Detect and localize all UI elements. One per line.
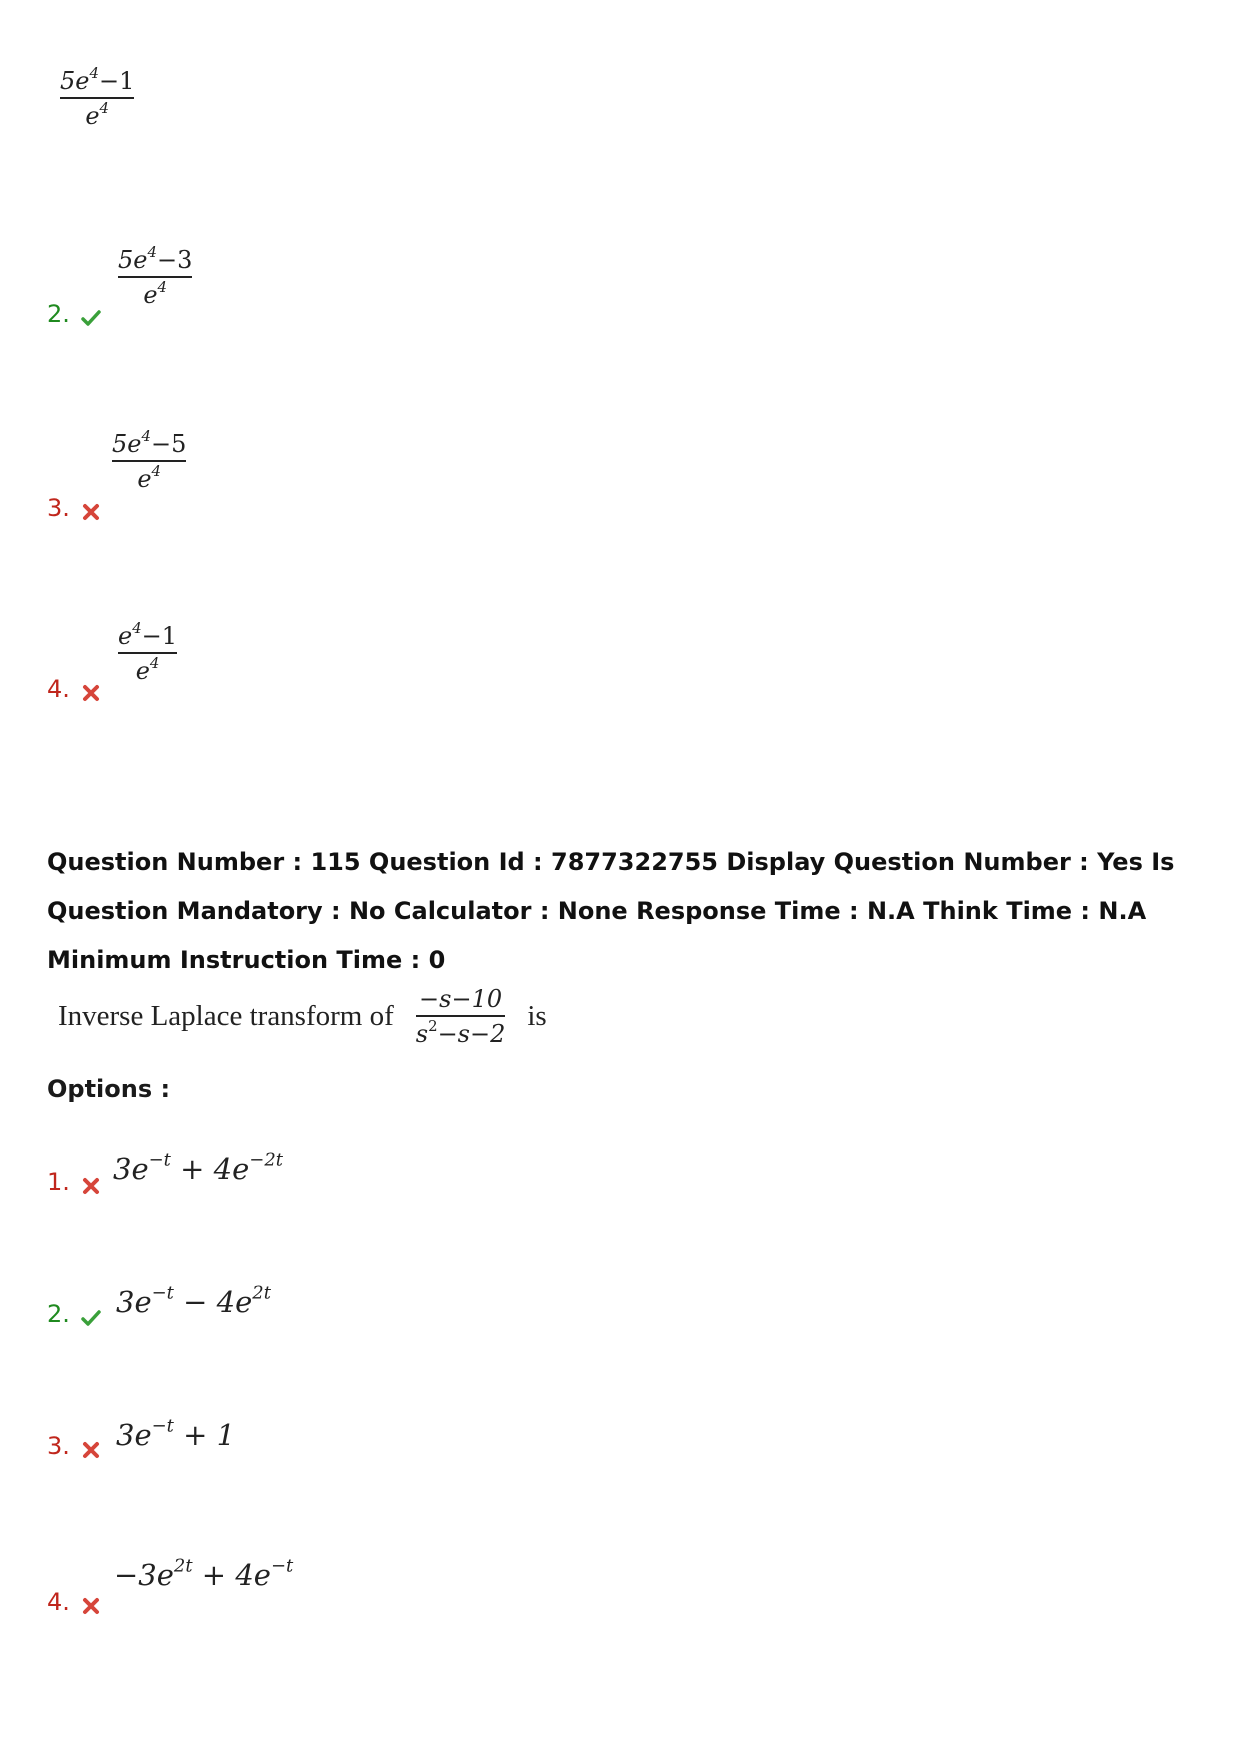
prev-option-1-num-tail: −1: [98, 67, 135, 95]
expr-part: + 4e: [170, 1152, 250, 1186]
expr-part: −3e: [114, 1558, 174, 1592]
stem-fraction: [416, 986, 506, 1048]
cross-icon: [81, 1440, 101, 1460]
options-label: Options :: [47, 1075, 171, 1103]
prev-option-3-den: e: [137, 465, 152, 494]
prev-option-3-den-exp: 4: [151, 462, 161, 481]
prev-option-1: [60, 63, 135, 131]
check-icon: [81, 1308, 101, 1328]
fraction-bar: [112, 460, 186, 462]
option-number: 4.: [47, 675, 70, 703]
prev-option-4-den-exp: 4: [149, 654, 160, 673]
prev-option-3: [47, 494, 101, 522]
expr-exp: −t: [151, 1282, 174, 1304]
option-1: [47, 1168, 101, 1196]
option-1-expression: [113, 1149, 283, 1186]
fraction-bar: [118, 652, 177, 654]
option-2: [47, 1300, 101, 1328]
expr-exp: −t: [270, 1555, 294, 1577]
prev-option-2: [47, 300, 101, 328]
option-number: 1.: [47, 1168, 70, 1196]
expr-part: − 4e: [173, 1285, 253, 1319]
prev-option-4-num-exp: 4: [132, 618, 142, 637]
cross-icon: [81, 1596, 101, 1616]
check-icon: [81, 308, 101, 328]
prev-option-1-num: 5e: [60, 67, 90, 95]
option-3: [47, 1432, 101, 1460]
prev-option-2-den-exp: 4: [157, 278, 167, 297]
prev-option-1-num-exp: 4: [89, 63, 99, 82]
expr-part: + 1: [173, 1418, 236, 1452]
prev-option-4-num-tail: −1: [141, 622, 178, 650]
expr-part: + 4e: [192, 1558, 271, 1592]
expr-exp: −2t: [249, 1149, 283, 1171]
option-2-expression: [116, 1282, 271, 1319]
expr-part: 3e: [116, 1418, 152, 1452]
stem-den-tail: −s−2: [437, 1020, 506, 1049]
prev-option-3-fraction: [112, 426, 187, 494]
prev-option-1-den-exp: 4: [99, 99, 109, 118]
expr-exp: 2t: [252, 1282, 271, 1304]
prev-option-1-den: e: [85, 102, 100, 131]
option-number: 3.: [47, 494, 70, 522]
expr-exp: 2t: [173, 1555, 193, 1577]
prev-option-2-fraction: [118, 242, 193, 310]
prev-option-3-num-exp: 4: [141, 426, 151, 445]
prev-option-4: [47, 675, 101, 703]
question-stem: [58, 986, 547, 1048]
prev-option-2-num: 5e: [118, 246, 148, 274]
prev-option-3-num: 5e: [112, 430, 142, 458]
cross-icon: [81, 1176, 101, 1196]
prev-option-4-fraction: [118, 618, 178, 686]
prev-option-2-den: e: [143, 281, 158, 310]
option-4: [47, 1588, 101, 1616]
question-meta: Question Number : 115 Question Id : 7877322755 Display Question Number : Yes Is Question Mandatory : No Calculator : None Response Time : N.A Think Time : N.A Minimum Instruction Time : 0: [47, 848, 1175, 974]
option-number: 3.: [47, 1432, 70, 1460]
option-3-expression: [116, 1415, 236, 1452]
expr-exp: −t: [151, 1415, 174, 1437]
expr-exp: −t: [148, 1149, 171, 1171]
option-4-expression: [114, 1555, 294, 1592]
option-number: 4.: [47, 1588, 70, 1616]
stem-den-exp: 2: [428, 1017, 438, 1036]
fraction-bar: [60, 97, 134, 99]
stem-den-base: s: [415, 1020, 429, 1049]
option-number: 2.: [47, 300, 70, 328]
prev-option-2-num-exp: 4: [147, 242, 157, 261]
stem-suffix: is: [527, 1000, 547, 1033]
prev-option-4-den: e: [135, 657, 150, 686]
prev-option-4-num: e: [118, 622, 133, 650]
fraction-bar: [118, 276, 192, 278]
cross-icon: [81, 502, 101, 522]
prev-option-1-fraction: [60, 63, 135, 131]
expr-part: 3e: [113, 1152, 149, 1186]
prev-option-2-num-tail: −3: [156, 246, 193, 274]
stem-prefix: Inverse Laplace transform of: [58, 1000, 394, 1033]
cross-icon: [81, 683, 101, 703]
expr-part: 3e: [116, 1285, 152, 1319]
option-number: 2.: [47, 1300, 70, 1328]
stem-numerator: −s−10: [419, 985, 503, 1013]
prev-option-3-num-tail: −5: [150, 430, 187, 458]
